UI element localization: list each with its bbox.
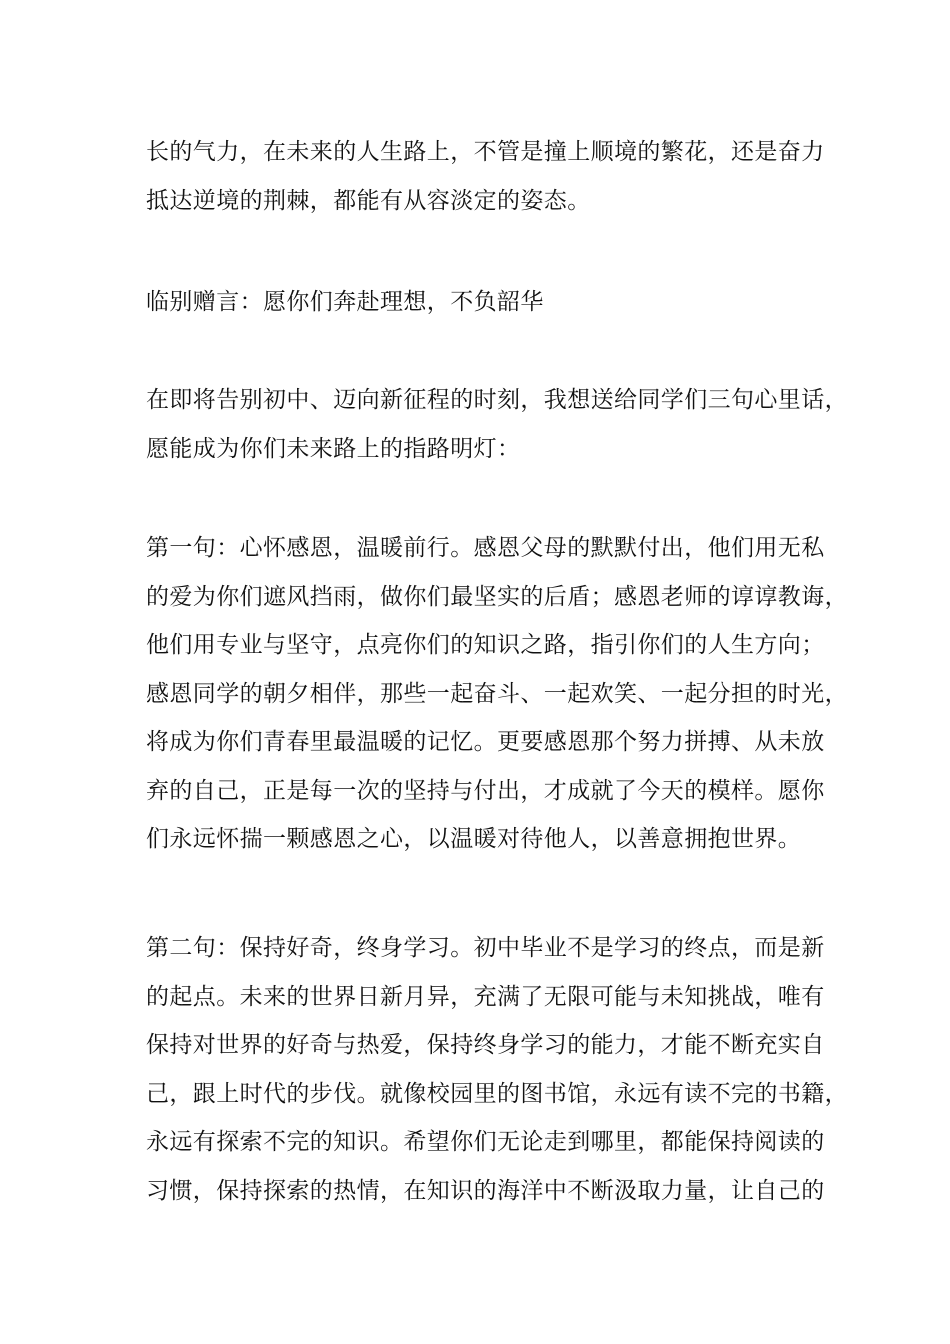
paragraph-second-sentence <box>146 924 848 1215</box>
text-line: 他们用专业与坚守，点亮你们的知识之路，指引你们的人生方向； <box>146 632 825 658</box>
text-line: 习惯，保持探索的热情，在知识的海洋中不断汲取力量，让自己的 <box>146 1177 825 1204</box>
text-line: 的爱为你们遮风挡雨，做你们最坚实的后盾；感恩老师的谆谆教诲， <box>146 583 848 610</box>
text-line: 第一句：心怀感恩，温暖前行。感恩父母的默默付出，他们用无私 <box>146 535 825 561</box>
text-line: 将成为你们青春里最温暖的记忆。更要感恩那个努力拼搏、从未放 <box>146 729 825 755</box>
text-line: 长的气力，在未来的人生路上，不管是撞上顺境的繁花，还是奋力 <box>146 139 825 165</box>
text-line: 感恩同学的朝夕相伴，那些一起奋斗、一起欢笑、一起分担的时光， <box>146 680 848 707</box>
text-line: 们永远怀揣一颗感恩之心，以温暖对待他人，以善意拥抱世界。 <box>146 826 802 852</box>
paragraph-intro <box>146 376 848 473</box>
text-line: 永远有探索不完的知识。希望你们无论走到哪里，都能保持阅读的 <box>146 1129 825 1155</box>
text-line: 弃的自己，正是每一次的坚持与付出，才成就了今天的模样。愿你 <box>146 777 825 804</box>
text-line: 己，跟上时代的步伐。就像校园里的图书馆，永远有读不完的书籍， <box>146 1080 848 1107</box>
text-line: 保持对世界的好奇与热爱，保持终身学习的能力，才能不断充实自 <box>146 1032 825 1058</box>
paragraph-continuation <box>146 128 825 225</box>
section-heading <box>146 278 821 327</box>
paragraph-first-sentence <box>146 524 848 864</box>
text-line: 在即将告别初中、迈向新征程的时刻，我想送给同学们三句心里话， <box>146 387 848 413</box>
text-line: 的起点。未来的世界日新月异，充满了无限可能与未知挑战，唯有 <box>146 983 825 1010</box>
text-line: 抵达逆境的荆棘，都能有从容淡定的姿态。 <box>146 187 591 214</box>
text-line: 第二句：保持好奇，终身学习。初中毕业不是学习的终点，而是新 <box>146 935 825 961</box>
heading-line: 临别赠言：愿你们奔赴理想，不负韶华 <box>146 289 544 315</box>
text-line: 愿能成为你们未来路上的指路明灯： <box>146 435 521 462</box>
